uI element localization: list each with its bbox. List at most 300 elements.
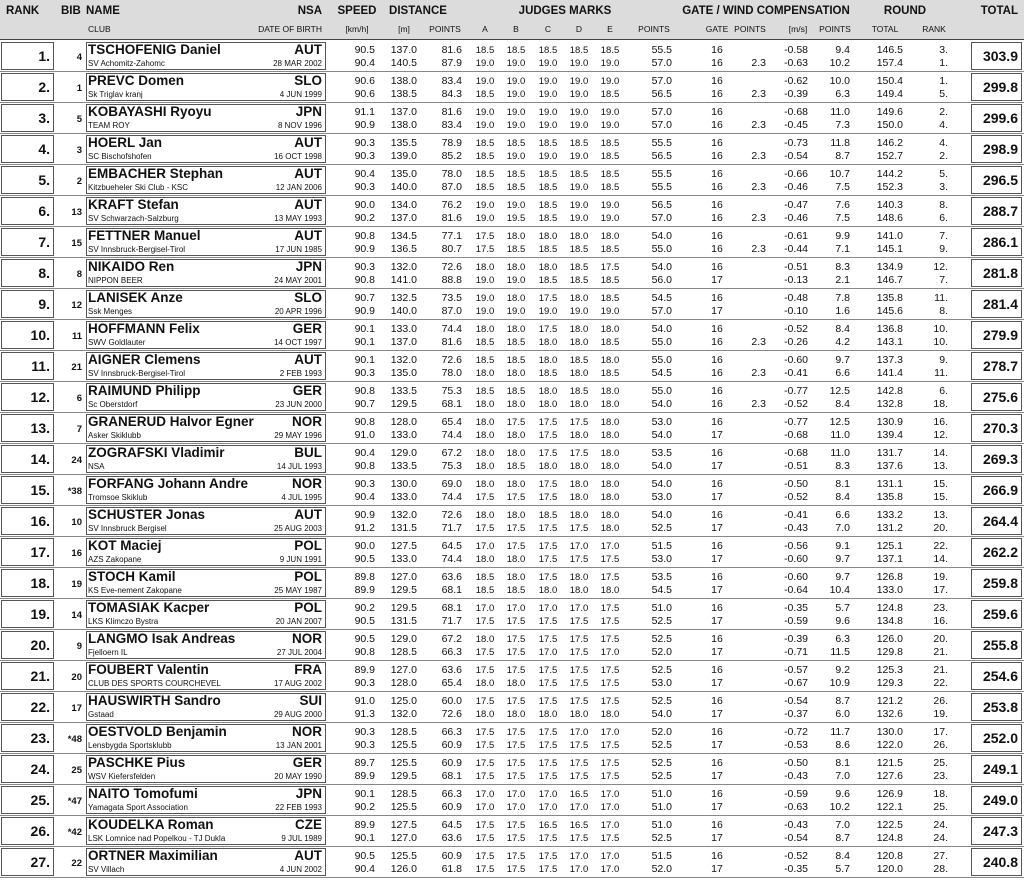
round-total: 137.3 [876,354,903,366]
distance-points: 68.1 [441,398,462,410]
speed: 90.1 [354,336,375,348]
distance-points: 81.6 [441,212,462,224]
round-rank: 5. [939,168,948,180]
rank: 19. [30,606,50,622]
athlete-name: FETTNER Manuel [88,228,201,243]
round-rank: 4. [939,119,948,131]
judges-points: 54.0 [651,509,672,521]
gate: 17 [711,553,723,565]
speed: 90.1 [354,354,375,366]
gate: 17 [711,863,723,875]
gate-points: 2.3 [751,119,766,131]
club: Asker Skiklubb [88,431,141,440]
round-rank: 20. [933,522,948,534]
distance-points: 71.7 [441,522,462,534]
round-total: 146.7 [876,274,903,286]
wind: -0.60 [784,571,808,583]
speed: 90.1 [354,323,375,335]
judge-mark: 17.5 [569,647,589,658]
judge-mark: 18.0 [569,479,589,490]
round-total: 121.5 [876,757,903,769]
nsa: NOR [292,476,322,491]
judge-mark: 18.5 [475,585,495,596]
judge-mark: 18.0 [475,417,495,428]
nsa: NOR [292,631,322,646]
judge-mark: 18.5 [569,262,589,273]
wind-points: 8.3 [835,460,850,472]
round-total: 150.0 [876,119,903,131]
judge-mark: 18.0 [600,709,620,720]
wind: -0.45 [784,119,808,131]
nsa: JPN [295,104,322,119]
rank: 10. [30,327,50,343]
distance: 134.5 [390,230,417,242]
distance-points: 65.4 [441,416,462,428]
judges-points: 57.0 [651,305,672,317]
wind: -0.48 [784,292,808,304]
distance: 132.0 [390,354,417,366]
distance-points: 77.1 [441,230,462,242]
round-rank: 24. [933,819,948,831]
judge-mark: 18.5 [569,275,589,286]
gate: 16 [711,447,723,459]
wind-points: 8.7 [835,150,850,162]
judges-points: 51.5 [651,850,672,862]
judge-mark: 18.0 [569,572,589,583]
gate: 16 [711,106,723,118]
wind-points: 10.0 [829,75,850,87]
rank: 20. [30,637,50,653]
wind: -0.67 [784,677,808,689]
speed: 90.0 [354,540,375,552]
judge-mark: 17.5 [600,634,620,645]
judge-mark: 17.5 [506,820,526,831]
judge-mark: 18.5 [538,45,558,56]
judge-mark: 19.0 [538,58,558,69]
athlete-name: NIKAIDO Ren [88,259,175,274]
round-rank: 21. [933,664,948,676]
round-total: 134.9 [876,261,903,273]
round-rank: 18. [933,788,948,800]
judge-mark: 19.0 [506,275,526,286]
judge-mark: 18.0 [538,262,558,273]
total-points: 253.8 [982,699,1018,715]
rank: 24. [30,761,50,777]
judge-mark: 18.0 [506,448,526,459]
gate: 16 [711,540,723,552]
round-total: 131.1 [876,478,903,490]
wind: -0.52 [784,323,808,335]
distance: 125.5 [390,801,417,813]
judge-mark: 17.5 [569,696,589,707]
round-total: 121.2 [876,695,903,707]
round-total: 124.8 [876,602,903,614]
judges-points: 55.0 [651,354,672,366]
nsa: FRA [294,662,322,677]
club: Gstaad [88,710,114,719]
judge-mark: 18.5 [475,89,495,100]
judges-points: 54.0 [651,323,672,335]
judge-mark: 18.5 [538,138,558,149]
athlete-name: ORTNER Maximilian [88,848,218,863]
gate: 16 [711,336,723,348]
gate: 16 [711,243,723,255]
judge-mark: 18.0 [538,399,558,410]
round-rank: 19. [933,571,948,583]
distance: 127.0 [390,832,417,844]
table-row [0,754,1024,785]
wind: -0.50 [784,478,808,490]
judge-mark: 17.5 [538,771,558,782]
round-rank: 6. [939,385,948,397]
distance: 133.0 [390,491,417,503]
distance: 130.0 [390,478,417,490]
wind-points: 11.0 [830,447,850,459]
judge-mark: 17.5 [506,665,526,676]
judges-points: 54.0 [651,398,672,410]
judges-points: 53.5 [651,571,672,583]
wind-points: 9.6 [835,788,850,800]
round-rank: 20. [933,633,948,645]
round-rank: 15. [933,491,948,503]
judge-mark: 18.5 [600,244,620,255]
judge-mark: 17.5 [506,771,526,782]
bib: 11 [71,331,82,342]
distance: 140.5 [390,57,417,69]
wind: -0.68 [784,447,808,459]
wind-points: 10.9 [829,677,850,689]
distance-points: 68.1 [441,770,462,782]
wind-points: 9.2 [835,664,850,676]
judge-mark: 19.0 [506,107,526,118]
judge-mark: 17.0 [600,727,620,738]
distance: 139.0 [390,150,417,162]
judge-mark: 17.0 [475,802,495,813]
judge-mark: 17.5 [600,696,620,707]
table-row [0,661,1024,692]
judges-points: 52.5 [651,770,672,782]
distance: 125.5 [390,757,417,769]
distance-points: 78.0 [441,168,462,180]
nsa: JPN [295,259,322,274]
round-rank: 12. [933,429,948,441]
judge-mark: 17.5 [506,647,526,658]
wind: -0.73 [784,137,808,149]
judge-mark: 19.0 [506,89,526,100]
gate: 17 [711,801,723,813]
date-of-birth: 27 JUL 2004 [276,648,322,657]
wind: -0.43 [784,819,808,831]
judge-mark: 19.0 [475,293,495,304]
judge-mark: 18.0 [569,510,589,521]
wind: -0.60 [784,553,808,565]
round-rank: 13. [933,509,948,521]
speed: 91.2 [354,522,375,534]
judge-mark: 18.5 [569,386,589,397]
club: SV Innsbruck Bergisel [88,524,167,533]
judge-mark: 18.0 [569,337,589,348]
wind-points: 10.2 [829,801,850,813]
judge-mark: 18.0 [538,585,558,596]
round-rank: 13. [933,460,948,472]
date-of-birth: 20 MAY 1990 [274,772,322,781]
gate: 16 [711,385,723,397]
judge-mark: 18.5 [600,138,620,149]
judge-mark: 17.5 [569,833,589,844]
header-rank: RANK [6,5,40,17]
judges-points: 55.5 [651,181,672,193]
club: SWV Goldlauter [88,338,146,347]
nsa: SLO [294,290,322,305]
judge-mark: 17.5 [475,851,495,862]
header-dob: DATE OF BIRTH [258,24,322,34]
distance: 135.5 [390,137,417,149]
athlete-name: KRAFT Stefan [88,197,179,212]
wind-points: 7.3 [835,119,850,131]
judges-points: 52.5 [651,739,672,751]
distance-points: 60.0 [441,695,462,707]
speed: 90.6 [354,88,375,100]
wind-points: 11.0 [830,429,850,441]
judge-mark: 18.5 [475,572,495,583]
gate: 16 [711,664,723,676]
distance-points: 72.6 [441,509,462,521]
judge-mark: 18.5 [569,244,589,255]
judge-mark: 18.0 [569,231,589,242]
rank: 9. [38,296,50,312]
distance-points: 83.4 [441,75,462,87]
judge-mark: 18.5 [506,45,526,56]
distance: 125.0 [390,695,417,707]
round-rank: 1. [939,75,948,87]
judge-mark: 19.0 [600,120,620,131]
judge-mark: 17.0 [600,851,620,862]
wind: -0.60 [784,354,808,366]
gate: 17 [711,708,723,720]
round-total: 120.8 [876,850,903,862]
wind: -0.13 [784,274,808,286]
athlete-name: ZOGRAFSKI Vladimir [88,445,225,460]
wind: -0.39 [784,88,808,100]
judge-mark: 18.5 [475,169,495,180]
judge-mark: 17.0 [475,789,495,800]
wind-points: 7.5 [835,212,850,224]
judge-mark: 17.5 [538,678,558,689]
nsa: AUT [294,848,322,863]
judge-mark: 17.5 [475,740,495,751]
judge-mark: 18.0 [600,324,620,335]
judge-mark: 19.0 [538,89,558,100]
judge-mark: 18.5 [506,386,526,397]
distance: 133.0 [390,429,417,441]
speed: 91.3 [354,708,375,720]
distance-points: 65.4 [441,677,462,689]
wind: -0.47 [784,199,808,211]
club: KS Eve-nement Zakopane [88,586,182,595]
gate-points: 2.3 [751,243,766,255]
table-row [0,816,1024,847]
judge-mark: 17.0 [506,603,526,614]
judges-points: 56.5 [651,88,672,100]
round-rank: 5. [939,88,948,100]
nsa: POL [294,538,322,553]
gate: 16 [711,850,723,862]
distance: 133.0 [390,323,417,335]
distance-points: 60.9 [441,850,462,862]
nsa: CZE [295,817,322,832]
distance-points: 68.1 [441,602,462,614]
gate: 16 [711,367,723,379]
table-row [0,599,1024,630]
distance-points: 72.6 [441,708,462,720]
distance: 128.0 [390,416,417,428]
round-total: 130.0 [876,726,903,738]
club: Yamagata Sport Association [88,803,188,812]
wind: -0.71 [784,646,808,658]
judge-mark: 18.5 [538,200,558,211]
round-total: 145.6 [876,305,903,317]
judge-mark: 19.0 [506,76,526,87]
round-total: 132.6 [876,708,903,720]
date-of-birth: 9 JUN 1991 [279,555,322,564]
distance-points: 78.9 [441,137,462,149]
speed: 90.5 [354,553,375,565]
total-points: 286.1 [982,234,1018,250]
wind-points: 11.8 [830,137,850,149]
rank: 5. [38,172,50,188]
distance: 138.0 [390,119,417,131]
wind: -0.50 [784,757,808,769]
judge-mark: 17.5 [569,448,589,459]
round-rank: 23. [933,602,948,614]
total-points: 279.9 [982,327,1018,343]
table-row [0,475,1024,506]
wind-points: 7.0 [835,522,850,534]
wind: -0.54 [784,832,808,844]
speed: 90.3 [354,181,375,193]
judge-mark: 18.0 [506,678,526,689]
judge-mark: 17.5 [600,740,620,751]
wind-points: 9.7 [835,354,850,366]
wind-points: 10.4 [829,584,850,596]
round-rank: 9. [939,354,948,366]
wind: -0.68 [784,106,808,118]
distance-points: 61.8 [441,863,462,875]
gate: 16 [711,819,723,831]
wind: -0.46 [784,212,808,224]
total-points: 247.3 [982,823,1018,839]
distance: 134.0 [390,199,417,211]
distance: 128.5 [390,646,417,658]
gate: 16 [711,323,723,335]
speed: 90.3 [354,726,375,738]
wind-points: 8.4 [835,491,850,503]
judge-mark: 18.0 [475,448,495,459]
judge-mark: 17.5 [475,758,495,769]
nsa: SLO [294,73,322,88]
club: SC Bischofshofen [88,152,152,161]
judge-mark: 17.5 [506,616,526,627]
judge-mark: 17.5 [538,740,558,751]
round-total: 133.0 [876,584,903,596]
distance-points: 84.3 [441,88,462,100]
header-round-rank: RANK [922,24,946,34]
round-rank: 8. [939,305,948,317]
wind-points: 6.0 [835,708,850,720]
distance-points: 85.2 [441,150,462,162]
club: NSA [88,462,105,471]
header-judge-points: POINTS [638,24,670,34]
judge-mark: 18.0 [569,399,589,410]
gate: 16 [711,602,723,614]
club: NIPPON BEER [88,276,143,285]
bib: 14 [71,610,82,621]
header-club: CLUB [88,24,111,34]
distance: 132.0 [390,261,417,273]
rank: 11. [31,358,50,374]
wind: -0.61 [784,230,808,242]
table-row [0,320,1024,351]
speed: 90.7 [354,292,375,304]
judge-mark: 19.0 [569,120,589,131]
judge-mark: 19.0 [569,213,589,224]
total-points: 252.0 [982,730,1018,746]
round-rank: 11. [934,367,948,379]
judge-mark: 18.5 [569,45,589,56]
rank: 14. [30,451,50,467]
round-total: 146.2 [876,137,903,149]
bib: 25 [71,765,82,776]
wind: -0.52 [784,491,808,503]
judge-mark: 17.5 [475,864,495,875]
header-gate-points: POINTS [734,24,766,34]
gate-points: 2.3 [751,150,766,162]
club: TEAM ROY [88,121,130,130]
distance: 135.0 [390,168,417,180]
rank: 23. [30,730,50,746]
round-total: 122.5 [876,819,903,831]
bib: 8 [76,269,82,280]
nsa: SUI [299,693,322,708]
wind: -0.43 [784,770,808,782]
judge-mark: 18.0 [538,337,558,348]
round-rank: 28. [933,863,948,875]
bib: 17 [71,703,82,714]
wind-points: 6.6 [835,367,850,379]
wind-points: 8.7 [835,832,850,844]
wind: -0.43 [784,522,808,534]
judge-mark: 18.0 [600,231,620,242]
wind: -0.44 [784,243,808,255]
table-row [0,227,1024,258]
speed: 89.8 [354,571,375,583]
judge-mark: 17.0 [569,802,589,813]
judge-mark: 17.5 [506,417,526,428]
gate: 17 [711,646,723,658]
judge-mark: 19.0 [538,306,558,317]
table-row [0,413,1024,444]
round-total: 131.2 [876,522,903,534]
judge-mark: 17.0 [475,541,495,552]
judge-mark: 19.0 [506,58,526,69]
club: SV Innsbruck-Bergisel-Tirol [88,245,186,254]
distance: 133.0 [390,553,417,565]
total-points: 240.8 [982,854,1018,870]
judge-mark: 18.0 [569,709,589,720]
total-points: 266.9 [982,482,1018,498]
speed: 90.8 [354,646,375,658]
date-of-birth: 4 JUN 1999 [279,90,322,99]
